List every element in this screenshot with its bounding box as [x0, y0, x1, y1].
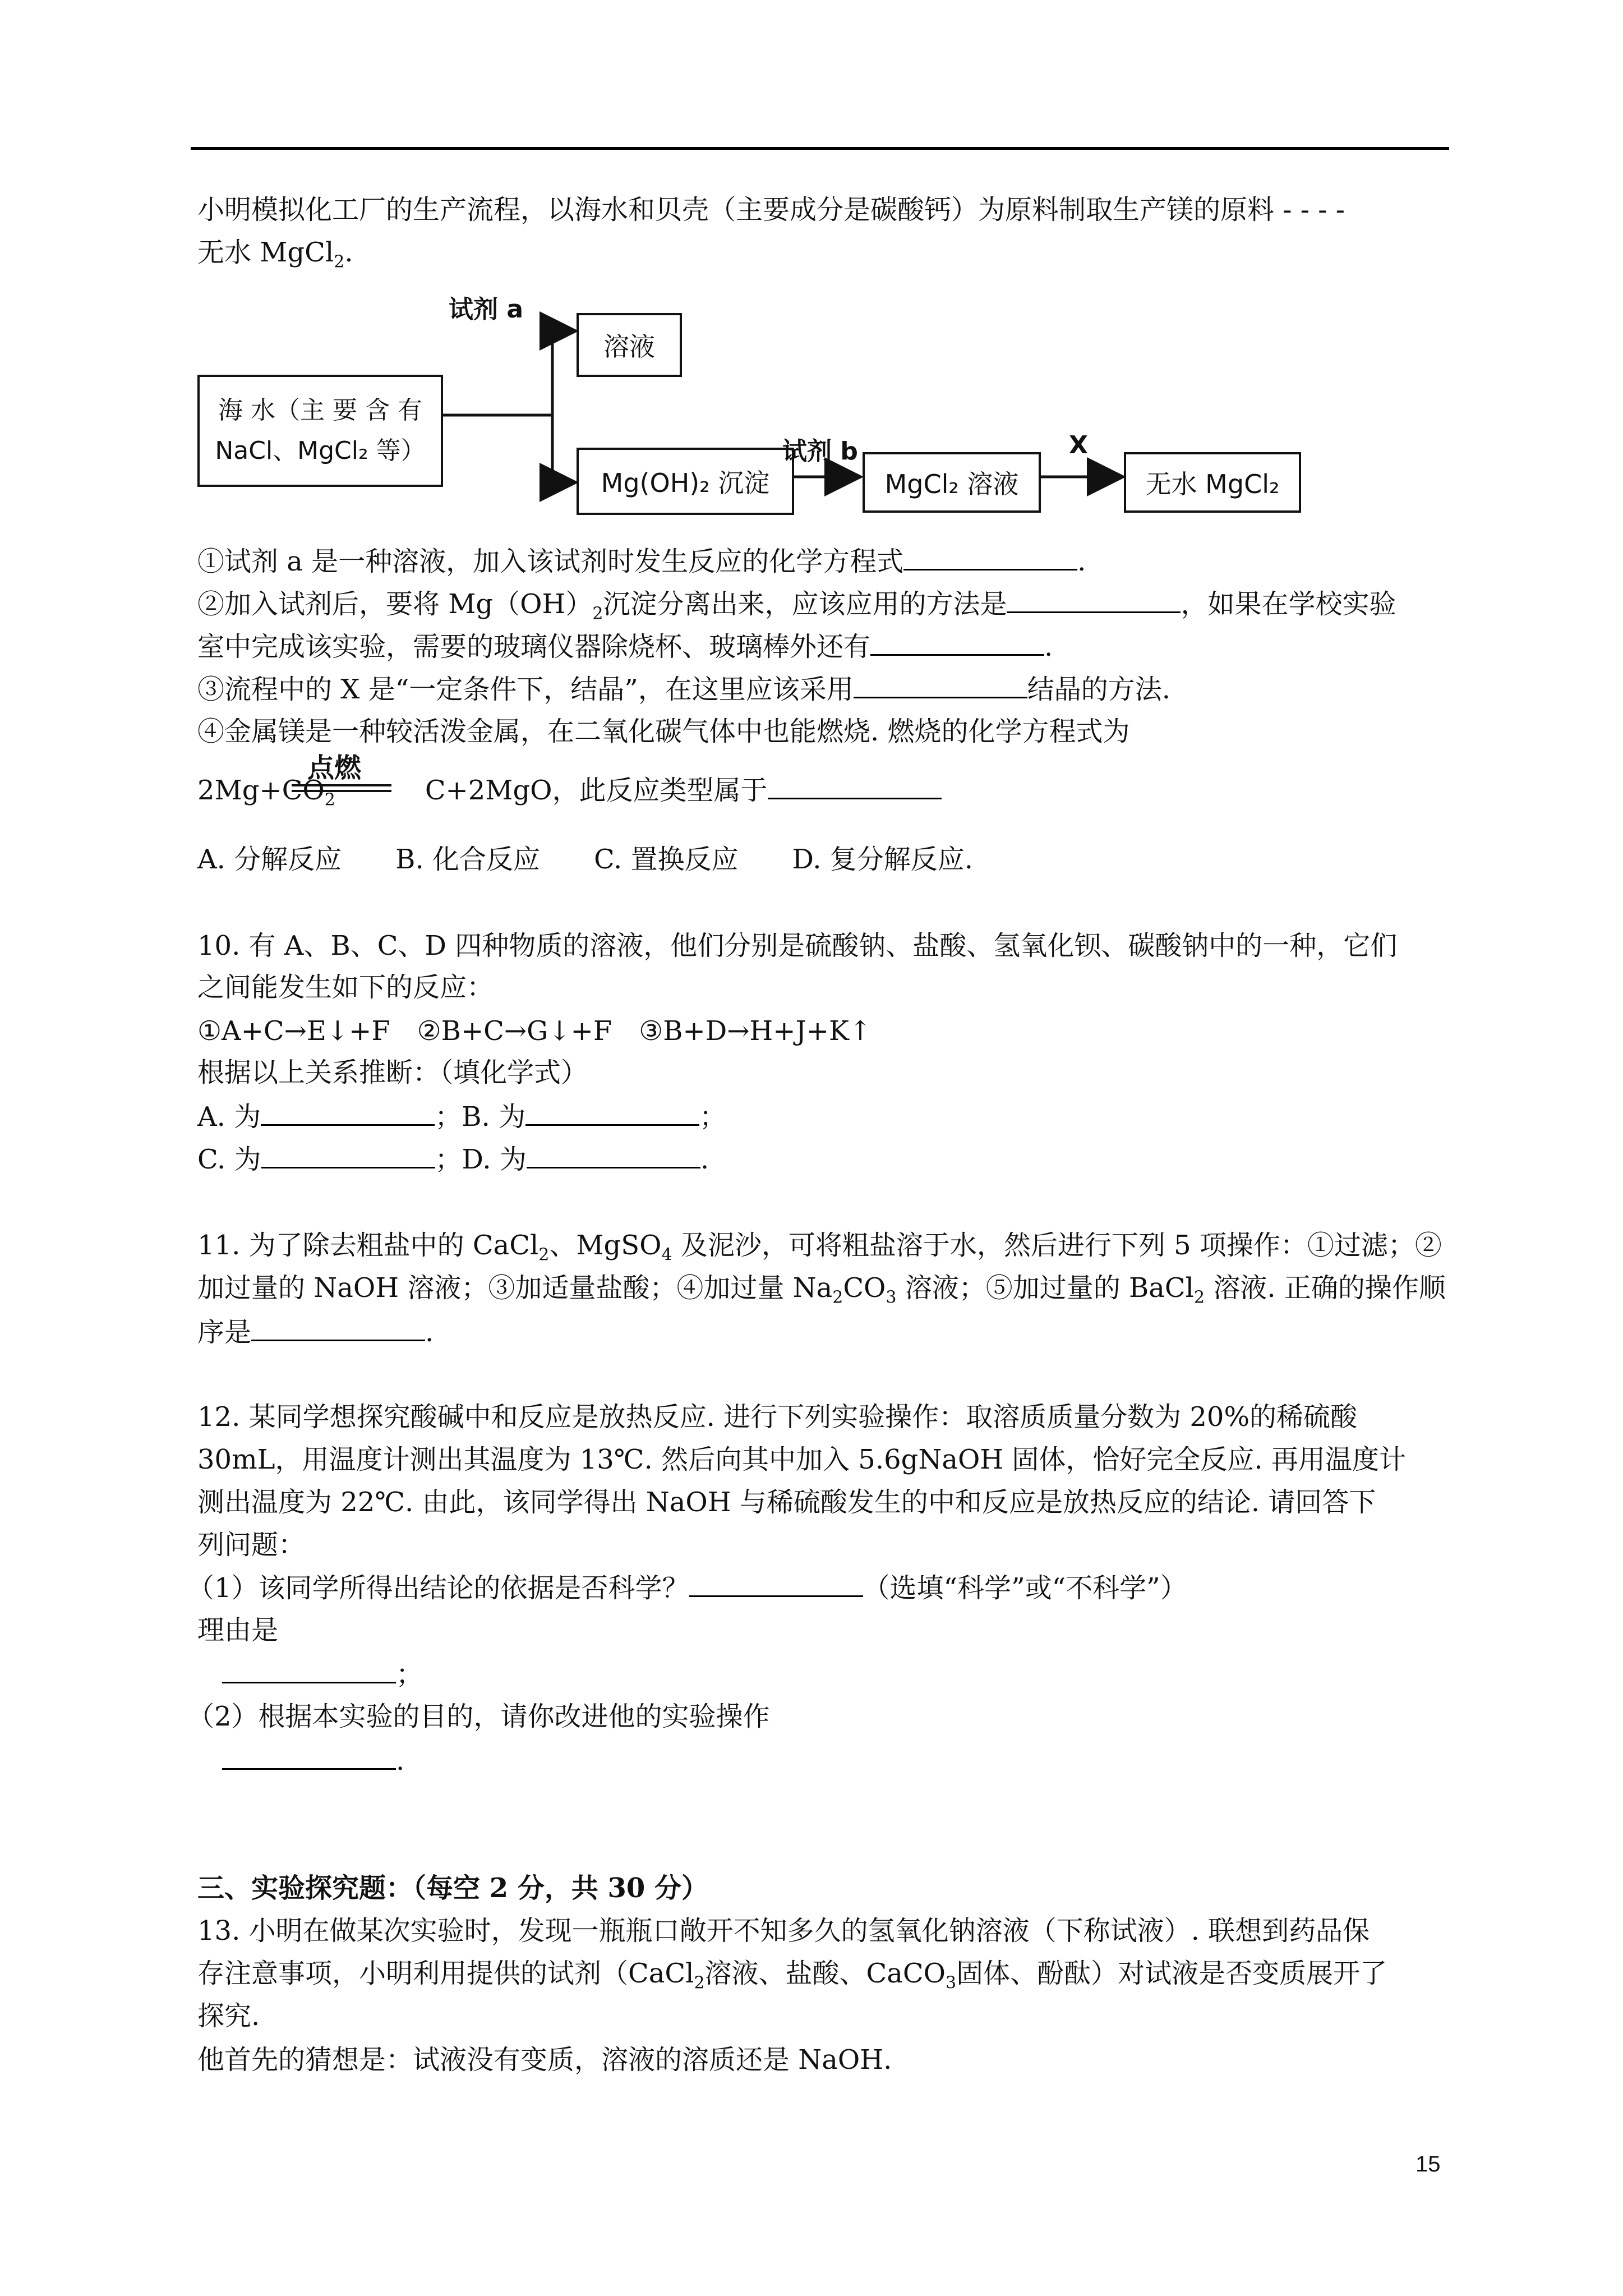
intro-line-2: 无水 MgCl$_2$. [197, 237, 353, 272]
q10-line-2: 之间能发生如下的反应： [197, 972, 494, 1003]
q10-ab: A. 为 ；B. 为 ； [197, 1099, 726, 1134]
q11-line-3: 序是 . [197, 1315, 434, 1349]
q11-line-2: 加过量的 NaOH 溶液；③加适量盐酸；④加过量 $Na_2CO_3$ 溶液；⑤加过量的 BaCl$_2$ 溶液. 正确的操作顺 [197, 1272, 1446, 1308]
q12-reason-blank: ； [222, 1657, 423, 1691]
answer-blank[interactable] [261, 1142, 435, 1168]
answer-blank[interactable] [251, 1315, 425, 1341]
answer-blank[interactable] [768, 773, 942, 799]
answer-blank[interactable] [527, 1142, 700, 1168]
q12-line-1: 12. 某同学想探究酸碱中和反应是放热反应. 进行下列实验操作：取溶质质量分数为 20%的稀硫酸 [197, 1401, 1358, 1433]
q9-part-1: ①试剂 a 是一种溶液，加入该试剂时发生反应的化学方程式 . [197, 544, 1086, 578]
answer-blank[interactable] [222, 1743, 396, 1770]
q13-line-1: 13. 小明在做某次实验时，发现一瓶瓶口敞开不知多久的氢氧化钠溶液（下称试液）. 联想到药品保 [197, 1915, 1370, 1947]
q11-line-1: 11. 为了除去粗盐中的 CaCl$_2$、MgSO$_4$ 及泥沙，可将粗盐溶于水，然后进行下列 5 项操作：①过滤；② [197, 1230, 1442, 1265]
equation-condition: 点燃 [307, 752, 362, 784]
q12-part-1: （1）该同学所得出结论的依据是否科学？ （选填“科学”或“不科学”） [187, 1571, 1187, 1605]
q13-line-3: 探究. [197, 2000, 260, 2032]
answer-blank[interactable] [870, 629, 1044, 656]
q12-line-4: 列问题： [197, 1529, 306, 1561]
label-reagent-b: 试剂 b [782, 437, 858, 466]
q10-cd: C. 为 ；D. 为 . [197, 1142, 709, 1176]
answer-blank[interactable] [261, 1099, 435, 1126]
answer-blank[interactable] [689, 1571, 863, 1597]
box-solution: 溶液 [577, 313, 682, 377]
q9-part-3: ③流程中的 X 是“一定条件下，结晶”，在这里应该采用 结晶的方法. [197, 672, 1170, 706]
q13-line-2: 存注意事项，小明利用提供的试剂（CaCl$_2$溶液、盐酸、CaCO$_3$固体、酚酞）对试液是否变质展开了 [197, 1958, 1387, 1993]
q12-part-2: （2）根据本实验的目的，请你改进他的实验操作 [187, 1701, 770, 1732]
q9-part-4: ④金属镁是一种较活泼金属，在二氧化碳气体中也能燃烧. 燃烧的化学方程式为 [197, 716, 1130, 747]
section-3-title: 三、实验探究题：（每空 2 分，共 30 分） [197, 1872, 709, 1904]
answer-blank[interactable] [854, 672, 1027, 698]
box-anhydrous-mgcl2: 无水 MgCl₂ [1124, 452, 1301, 513]
page-number: 15 [1415, 2152, 1441, 2177]
q10-line-1: 10. 有 A、B、C、D 四种物质的溶液，他们分别是硫酸钠、盐酸、氢氧化钡、碳酸钠中的一种，它们 [197, 930, 1398, 961]
q12-line-3: 测出温度为 22℃. 由此，该同学得出 NaOH 与稀硫酸发生的中和反应是放热反应的结论. 请回答下 [197, 1487, 1376, 1518]
q9-part-2: ②加入试剂后，要将 $Mg(OH)_2$沉淀分离出来，应该应用的方法是 ，如果在学校实验 [197, 587, 1396, 631]
q12-part-2-blank: . [222, 1743, 404, 1778]
box-mgcl2-solution: MgCl₂ 溶液 [863, 452, 1041, 513]
answer-blank[interactable] [1007, 587, 1181, 613]
q12-line-2: 30mL，用温度计测出其温度为 13℃. 然后向其中加入 5.6gNaOH 固体，恰好完全反应. 再用温度计 [197, 1444, 1406, 1475]
answer-blank[interactable] [525, 1099, 699, 1126]
q9-part-2-cont: 室中完成该实验，需要的玻璃仪器除烧杯、玻璃棒外还有 . [197, 629, 1053, 664]
q13-line-4: 他首先的猜想是：试液没有变质，溶液的溶质还是 NaOH. [197, 2044, 892, 2076]
q9-options: A. 分解反应 B. 化合反应 C. 置换反应 D. 复分解反应. [197, 844, 974, 875]
q9-equation: $2Mg+CO_2$ C+2MgO，此反应类型属于 [197, 773, 942, 817]
label-reagent-a: 试剂 a [449, 295, 524, 324]
box-mgoh2: Mg(OH)₂ 沉淀 [577, 448, 794, 515]
intro-line-1: 小明模拟化工厂的生产流程，以海水和贝壳（主要成分是碳酸钙）为原料制取生产镁的原料 - - - - [197, 194, 1345, 226]
q10-line-4: 根据以上关系推断：（填化学式） [197, 1057, 588, 1088]
box-seawater: 海 水（主 要 含 有 NaCl、MgCl₂ 等） [197, 375, 443, 487]
q10-reactions: ①A+C→E↓+F ②B+C→G↓+F ③B+D→H+J+K↑ [197, 1015, 872, 1047]
answer-blank[interactable] [222, 1657, 396, 1683]
answer-blank[interactable] [903, 544, 1077, 570]
q12-reason: 理由是 [197, 1614, 279, 1646]
label-x: X [1069, 431, 1088, 459]
